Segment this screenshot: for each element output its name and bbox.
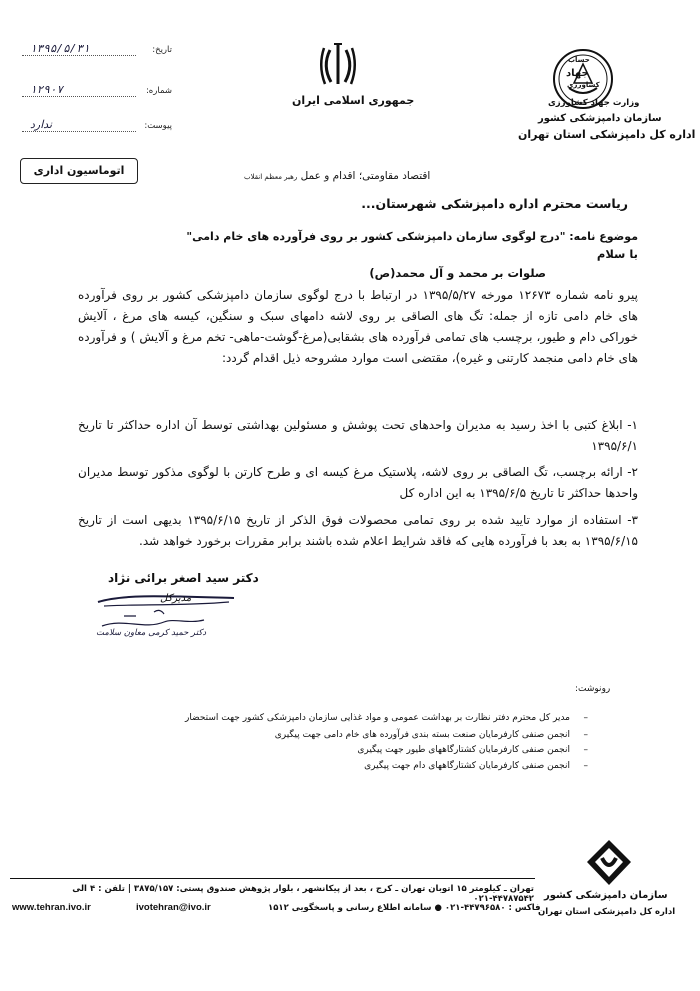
attachment-row [22,118,172,137]
attachment-value: ندارد [30,118,53,131]
recipient: ریاست محترم اداره دامپزشکی شهرستان... [361,196,628,211]
number-dots [22,96,136,97]
subject-label: موضوع نامه: [569,230,638,243]
footer-org-line2: اداره کل دامپزشکی استان تهران [538,907,676,917]
date-row [22,42,172,61]
cc-dash: – [583,713,588,723]
item-1: ۱- ابلاغ کتبی با اخذ رسید به مدیران واحدهای تحت پوشش و مسئولین بهداشتی توسط آن اداره حداکثر تا تاریخ ۱۳۹۵/۶/۱ [78,418,638,453]
attachment-label: پیوست: [144,121,172,131]
emblem-word-top: حساب [568,56,590,64]
country-title: جمهوری اسلامی ایران [292,94,415,107]
cc-item [100,761,588,771]
subject-line [186,230,638,243]
number-value: ۱۲۹۰۷ [30,83,64,96]
footer-org-line1: سازمان دامپزشکی کشور [544,890,668,901]
deputy-note: دکتر حمید کرمی معاون سلامت [96,628,207,638]
footer-logo-icon [584,838,634,888]
cc-item [100,730,588,740]
body-paragraph: پیرو نامه شماره ۱۲۶۷۳ مورخه ۱۳۹۵/۵/۲۷ در ارتباط با درج لوگوی سازمان دامپزشکی کشور بر روی فرآورده های خام دامی تازه از جمله: تگ های الصاقی بر روی لاشه دامهای سبک و سنگین، کیسه های مرغ ، آلایش خوراکی دام و طیور، برچسب های تمامی فرآورده های بشقابی(مرغ-گوشت-ماهی- تخم مرغ و آلایش ) و فرآورده های خام دامی منجمد کارتنی و غیره)، مقتضی است موارد مشروحه ذیل اقدام گردد: [78,288,638,365]
subject-text: "درج لوگوی سازمان دامپزشکی کشور بر روی فرآورده های خام دامی" [186,230,566,243]
cc-text: انجمن صنفی کارفرمایان کشتارگاههای دام جهت پیگیری [364,761,570,771]
cc-dash: – [583,745,588,755]
date-label: تاریخ: [152,45,172,55]
cc-item [100,713,588,723]
item-3: ۳- استفاده از موارد تایید شده بر روی تمامی محصولات فوق الذکر از تاریخ ۱۳۹۵/۶/۱۵ بدیهی است از تاریخ ۱۳۹۵/۶/۱۵ به بعد با فرآورده هایی که فاقد شرایط اعلام شده باشند برابر مقررات برخورد خواهد شد. [78,513,638,548]
iran-emblem-icon [318,40,358,88]
attachment-dots [22,131,136,132]
cc-dash: – [583,730,588,740]
slogan-text: اقتصاد مقاومتی؛ اقدام و عمل [300,170,431,182]
footer-email: ivotehran@ivo.ir [136,902,211,913]
cc-item [100,745,588,755]
date-value: ۱۳۹۵/۵/۳۱ [30,42,90,55]
slogan-credit: رهبر معظم انقلاب [244,173,298,181]
signer-name: دکتر سید اصغر برائی نژاد [108,571,259,585]
item-2: ۲- ارائه برچسب، تگ الصاقی بر روی لاشه، پلاستیک مرغ کیسه ای و طرح کارتن با لوگوی مذکور توسط مدیران واحدها حداکثر تا تاریخ ۱۳۹۵/۶/۵ به این اداره کل [78,465,638,500]
cc-label: رونوشت: [575,684,611,694]
slogan [244,170,430,182]
number-label: شماره: [145,86,172,96]
greeting: با سلام [596,247,638,261]
cc-text: انجمن صنفی کارفرمایان کشتارگاههای طیور جهت پیگیری [357,745,570,755]
date-dots [22,55,136,56]
ministry-name: وزارت جهاد کشاورزی [548,98,640,108]
cc-text: مدیر کل محترم دفتر نظارت بر بهداشت عمومی و مواد غذایی سازمان دامپزشکی کشور جهت استحضار [184,713,570,723]
footer-rule [10,878,535,879]
signer-title: مدیرکل [160,593,192,604]
office-name: اداره کل دامپزشکی استان تهران [518,128,696,141]
footer-address: تهران ـ کیلومتر ۱۵ اتوبان تهران ـ کرج ، بعد از پیکانشهر ، بلوار پژوهش صندوق پستی: ۳۸۷۵/۱۵۷ | تلفن : ۴ الی ۴۴۷۸۷۵۴۲-۰۲۱ [72,884,534,904]
cc-text: انجمن صنفی کارفرمایان صنعت بسته بندی فرآورده های خام دامی جهت پیگیری [274,730,570,740]
emblem-word-middle: جهاد [566,68,589,79]
organization-name: سازمان دامپزشکی کشور [538,113,662,124]
emblem-word-bottom: کشاورزی [567,81,600,89]
number-row [22,83,172,102]
automation-box: اتوماسیون اداری [20,158,138,184]
cc-dash: – [583,761,588,771]
salawat: صلوات بر محمد و آل محمد(ص) [369,266,546,280]
footer-fax: فاکس : ۴۴۷۹۶۵۸۰-۰۲۱ ● سامانه اطلاع رسانی و پاسخگویی ۱۵۱۲ [268,903,541,913]
footer-website: www.tehran.ivo.ir [12,902,91,913]
